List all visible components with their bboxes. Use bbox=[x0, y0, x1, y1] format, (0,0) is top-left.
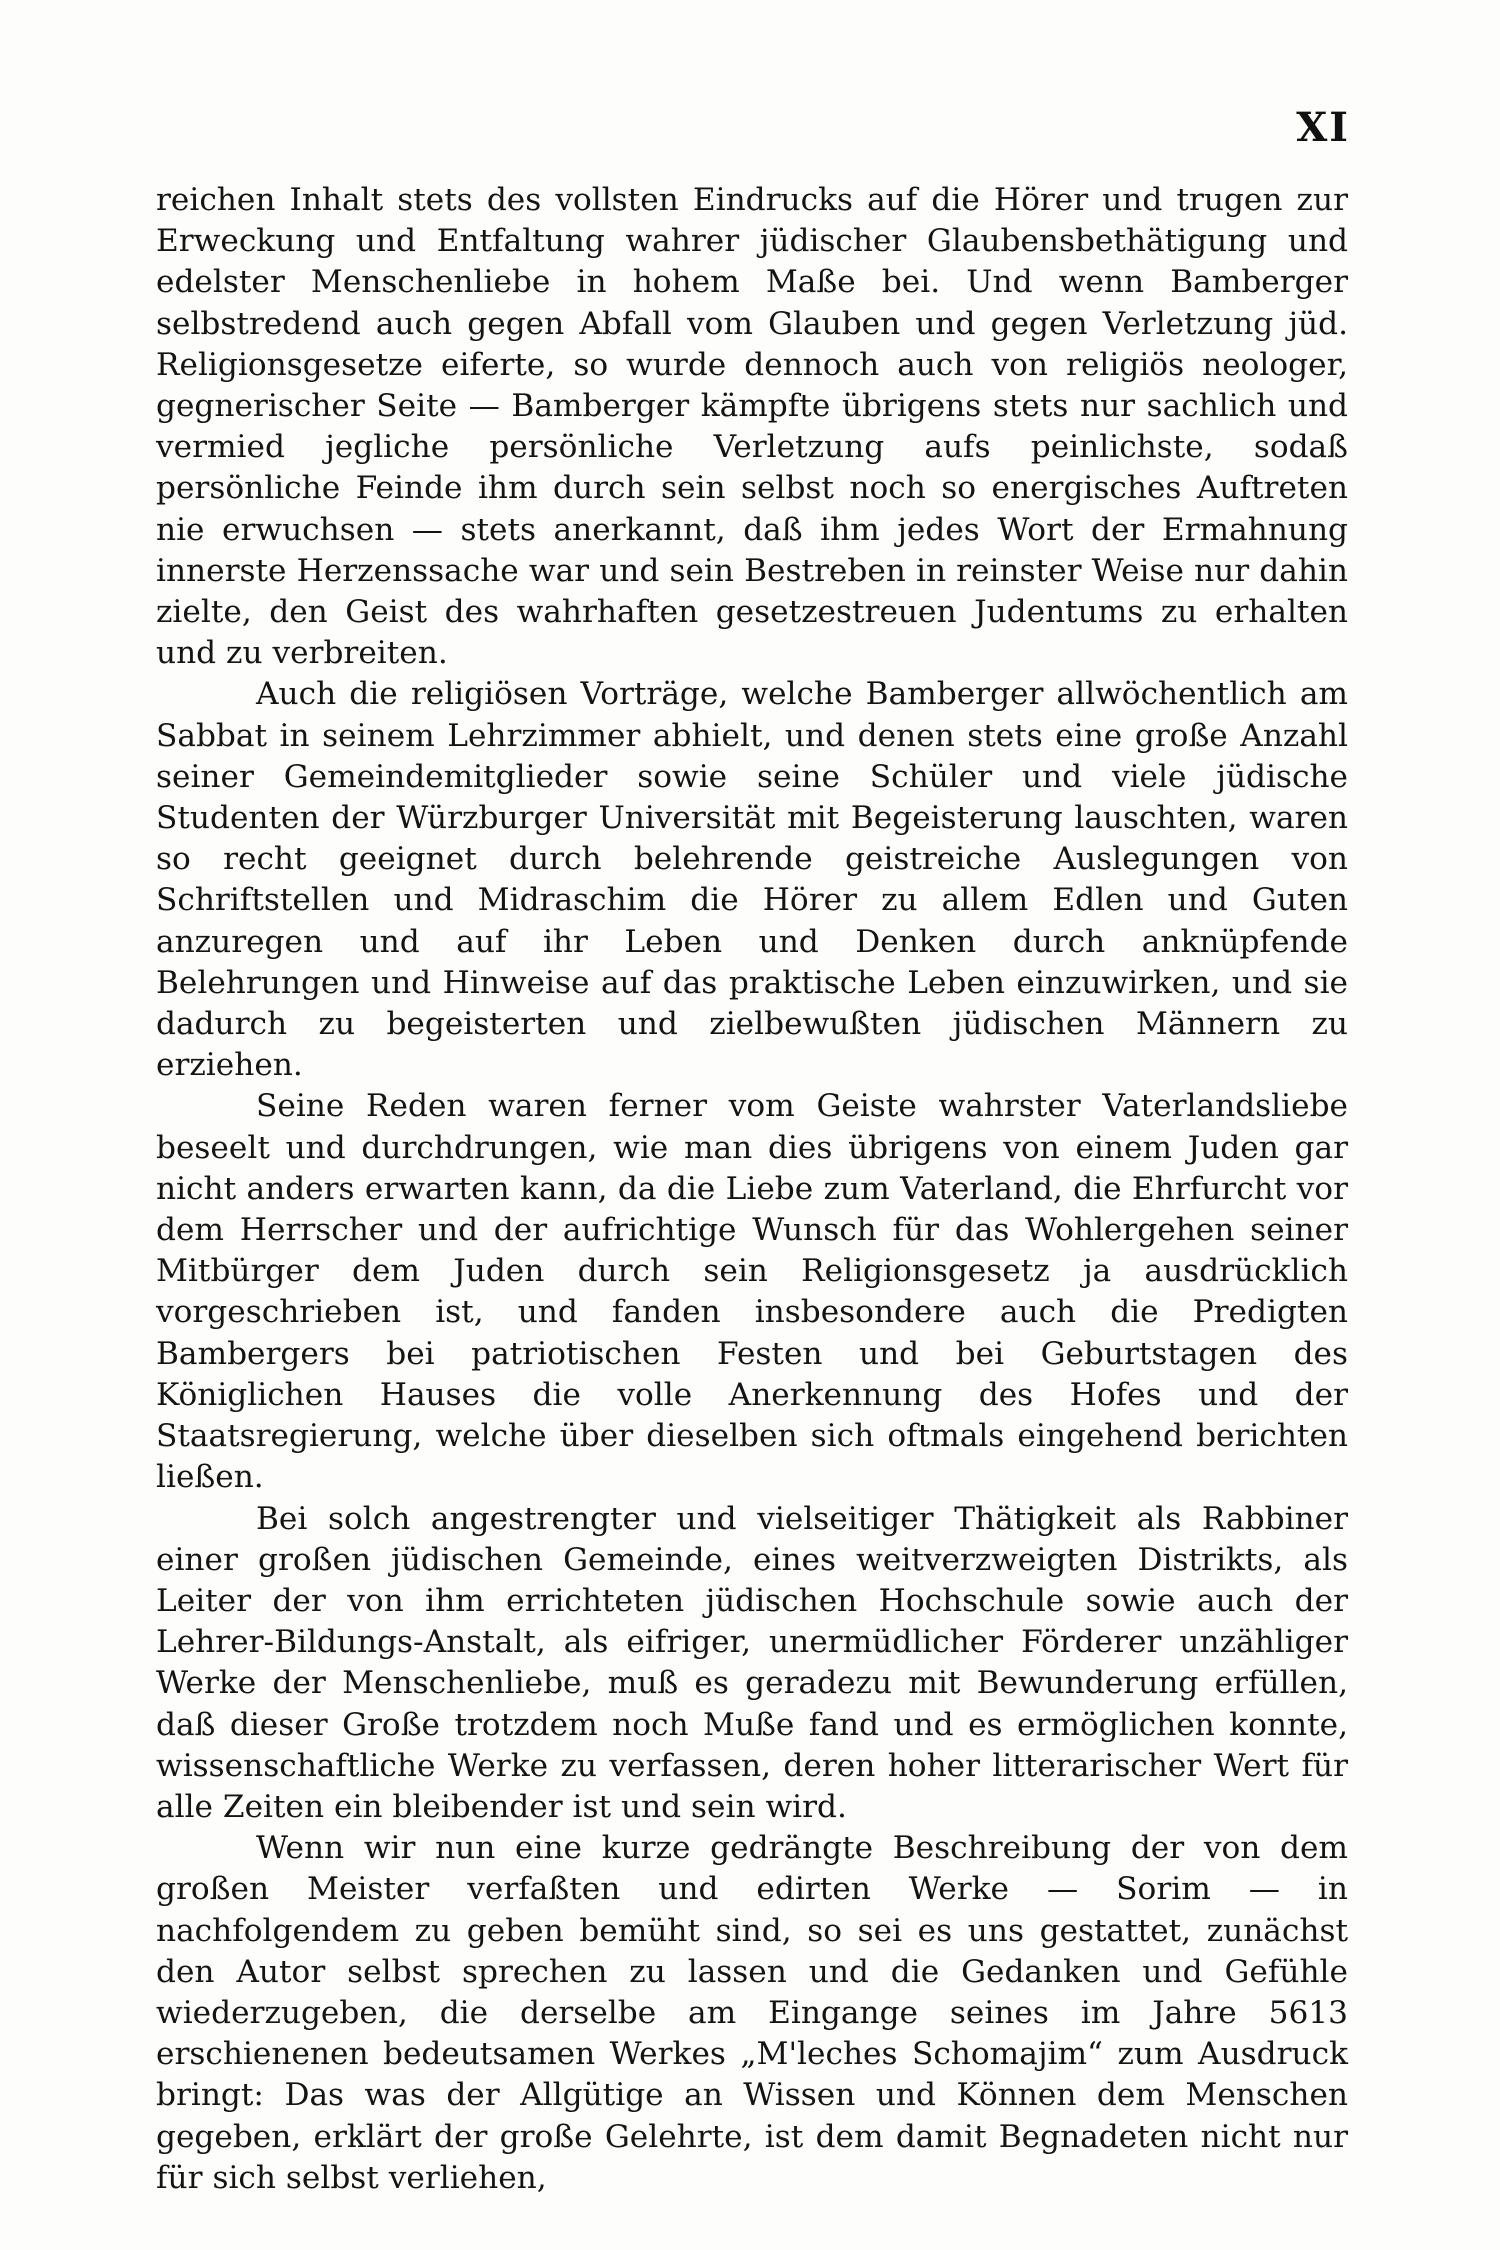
paragraph-4: Bei solch angestrengter und vielseitiger Thätigkeit als Rabbiner einer großen jüdischen Gemeinde, eines weitverzweigten Distrikts, als Leiter der von ihm errichteten jüdischen Hochschule sowie auch der Lehrer-Bildungs-Anstalt, als eifriger, unermüdlicher Förderer unzähliger Werke der Menschenliebe, muß es geradezu mit Bewunderung erfüllen, daß dieser Große trotzdem noch Muße fand und es ermöglichen konnte, wissenschaftliche Werke zu verfassen, deren hoher litterarischer Wert für alle Zeiten ein bleibender ist und sein wird. bbox=[156, 1500, 1348, 1825]
paragraph-5: Wenn wir nun eine kurze gedrängte Beschreibung der von dem großen Meister verfaßten und edirten Werke — Sorim — in nachfolgendem zu geben bemüht sind, so sei es uns gestattet, zunächst den Autor selbst sprechen zu lassen und die Gedanken und Gefühle wiederzugeben, die derselbe am Eingange seines im Jahre 5613 erschienenen bedeutsamen Werkes „M'leches Schomajim“ zum Ausdruck bringt: Das was der Allgütige an Wissen und Können dem Menschen gegeben, erklärt der große Gelehrte, ist dem damit Begnadeten nicht nur für sich selbst verliehen, bbox=[156, 1830, 1348, 2196]
body-text bbox=[156, 180, 1348, 2199]
paragraph-3: Seine Reden waren ferner vom Geiste wahrster Vaterlandsliebe beseelt und durchdrungen, wie man dies übrigens von einem Juden gar nicht anders erwarten kann, da die Liebe zum Vaterland, die Ehrfurcht vor dem Herrscher und der aufrichtige Wunsch für das Wohlergehen seiner Mitbürger dem Juden durch sein Religionsgesetz ja ausdrücklich vorgeschrieben ist, und fanden insbesondere auch die Predigten Bambergers bei patriotischen Festen und bei Geburtstagen des Königlichen Hauses die volle Anerkennung des Hofes und der Staatsregierung, welche über dieselben sich oftmals eingehend berichten ließen. bbox=[156, 1088, 1348, 1496]
paragraph-1: reichen Inhalt stets des vollsten Eindrucks auf die Hörer und trugen zur Erweckung und Entfaltung wahrer jüdischer Glaubensbethätigung und edelster Menschenliebe in hohem Maße bei. Und wenn Bamberger selbstredend auch gegen Abfall vom Glauben und gegen Verletzung jüd. Religionsgesetze eiferte, so wurde dennoch auch von religiös neologer, gegnerischer Seite — Bamberger kämpfte übrigens stets nur sachlich und vermied jegliche persönliche Verletzung aufs peinlichste, sodaß persönliche Feinde ihm durch sein selbst noch so energisches Auftreten nie erwuchsen — stets anerkannt, daß ihm jedes Wort der Ermahnung innerste Herzenssache war und sein Bestreben in reinster Weise nur dahin zielte, den Geist des wahrhaften gesetzestreuen Judentums zu erhalten und zu verbreiten. bbox=[156, 182, 1348, 672]
page-number: XI bbox=[1296, 104, 1350, 151]
paragraph-2: Auch die religiösen Vorträge, welche Bamberger allwöchentlich am Sabbat in seinem Lehrzimmer abhielt, und denen stets eine große Anzahl seiner Gemeindemitglieder sowie seine Schüler und viele jüdische Studenten der Würzburger Universität mit Begeisterung lauschten, waren so recht geeignet durch belehrende geistreiche Auslegungen von Schriftstellen und Midraschim die Hörer zu allem Edlen und Guten anzuregen und auf ihr Leben und Denken durch anknüpfende Belehrungen und Hinweise auf das praktische Leben einzuwirken, und sie dadurch zu begeisterten und zielbewußten jüdischen Männern zu erziehen. bbox=[156, 676, 1348, 1084]
